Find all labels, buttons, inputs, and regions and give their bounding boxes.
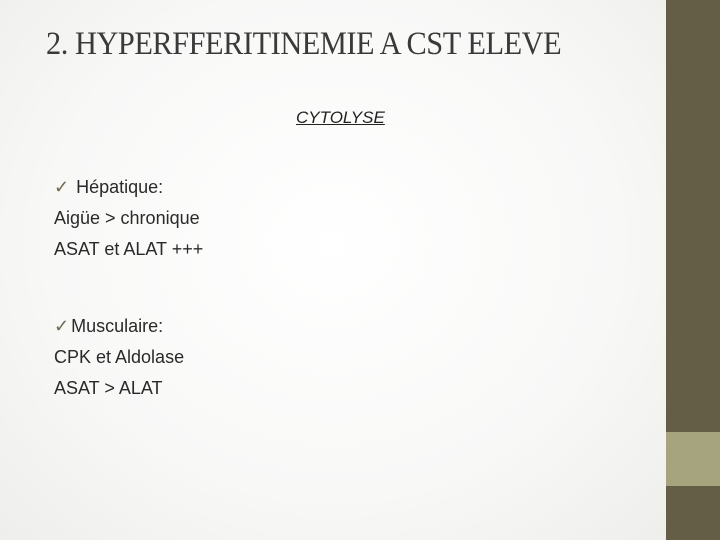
section-line: CPK et Aldolase bbox=[54, 347, 185, 367]
slide-title: 2. HYPERFFERITINEMIE A CST ELEVE bbox=[46, 26, 562, 62]
section-heading bbox=[54, 311, 184, 342]
section-heading bbox=[54, 172, 203, 203]
side-accent-block bbox=[666, 432, 720, 486]
section-line: ASAT > ALAT bbox=[54, 378, 163, 398]
checkmark-icon: ✓ bbox=[54, 316, 70, 336]
slide-subtitle: CYTOLYSE bbox=[296, 108, 385, 127]
section-hepatique bbox=[54, 172, 203, 265]
section-musculaire bbox=[54, 311, 184, 404]
section-heading-text: Musculaire: bbox=[71, 316, 164, 336]
section-line: ASAT et ALAT +++ bbox=[54, 239, 204, 259]
checkmark-icon: ✓ bbox=[54, 177, 70, 197]
section-line: Aigüe > chronique bbox=[54, 208, 200, 228]
section-heading-text: Hépatique: bbox=[76, 177, 164, 197]
